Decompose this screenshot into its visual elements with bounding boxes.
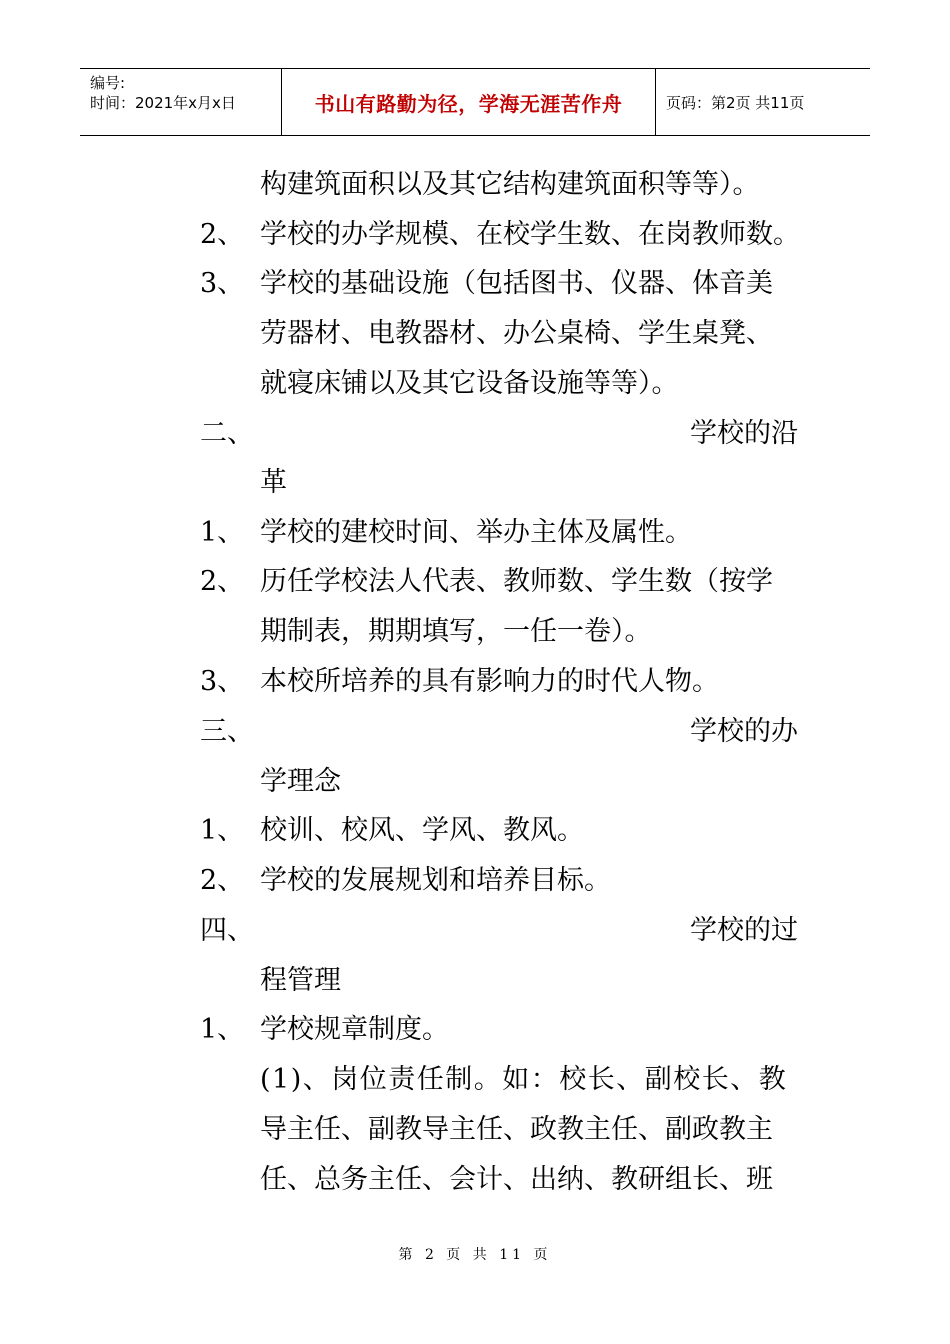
section-number: 二、 bbox=[200, 418, 254, 449]
header-page-cell bbox=[656, 69, 870, 135]
header-info-cell bbox=[80, 69, 282, 135]
section-heading: 学校的办 bbox=[690, 716, 798, 747]
body-line: 学校的办学规模、在校学生数、在岗教师数。 bbox=[260, 219, 800, 250]
body-line: 期制表，期期填写，一任一卷）。 bbox=[260, 616, 652, 647]
body-line: 学校的发展规划和培养目标。 bbox=[260, 865, 611, 896]
list-number: 2、 bbox=[200, 865, 245, 896]
list-number: 3、 bbox=[200, 666, 245, 697]
header-table bbox=[80, 68, 870, 136]
section-heading-continued: 革 bbox=[260, 467, 287, 498]
section-heading: 学校的沿 bbox=[690, 418, 798, 449]
body-line: 导主任、副教导主任、政教主任、副政教主 bbox=[260, 1114, 773, 1145]
section-heading: 学校的过 bbox=[690, 915, 798, 946]
body-line: 学校的基础设施（包括图书、仪器、体音美 bbox=[260, 268, 773, 299]
list-number: 2、 bbox=[200, 566, 245, 597]
section-heading-continued: 程管理 bbox=[260, 965, 341, 996]
document-time-label: 时间：2021年x月x日 bbox=[90, 94, 236, 112]
body-line: 构建筑面积以及其它结构建筑面积等等）。 bbox=[260, 169, 760, 200]
list-number: 1、 bbox=[200, 815, 245, 846]
header-motto-cell bbox=[282, 69, 656, 135]
section-number: 三、 bbox=[200, 716, 254, 747]
body-line: (1)、岗位责任制。如：校长、副校长、教 bbox=[260, 1064, 788, 1095]
body-line: 学校的建校时间、举办主体及属性。 bbox=[260, 517, 692, 548]
header-page-label: 页码：第2页 共11页 bbox=[666, 93, 805, 112]
body-line: 校训、校风、学风、教风。 bbox=[260, 815, 584, 846]
list-number: 2、 bbox=[200, 219, 245, 250]
list-number: 3、 bbox=[200, 268, 245, 299]
body-line: 学校规章制度。 bbox=[260, 1014, 449, 1045]
body-line: 就寝床铺以及其它设备设施等等）。 bbox=[260, 368, 679, 399]
header-motto: 书山有路勤为径，学海无涯苦作舟 bbox=[314, 91, 623, 116]
list-number: 1、 bbox=[200, 1014, 245, 1045]
body-line: 劳器材、电教器材、办公桌椅、学生桌凳、 bbox=[260, 318, 773, 349]
page-footer: 第 2 页 共 11 页 bbox=[398, 1247, 552, 1263]
list-number: 1、 bbox=[200, 517, 245, 548]
document-number-label: 编号: bbox=[90, 74, 126, 92]
body-line: 本校所培养的具有影响力的时代人物。 bbox=[260, 666, 719, 697]
body-line: 历任学校法人代表、教师数、学生数（按学 bbox=[260, 566, 773, 597]
section-number: 四、 bbox=[200, 915, 254, 946]
section-heading-continued: 学理念 bbox=[260, 766, 341, 797]
body-line: 任、总务主任、会计、出纳、教研组长、班 bbox=[260, 1164, 773, 1195]
